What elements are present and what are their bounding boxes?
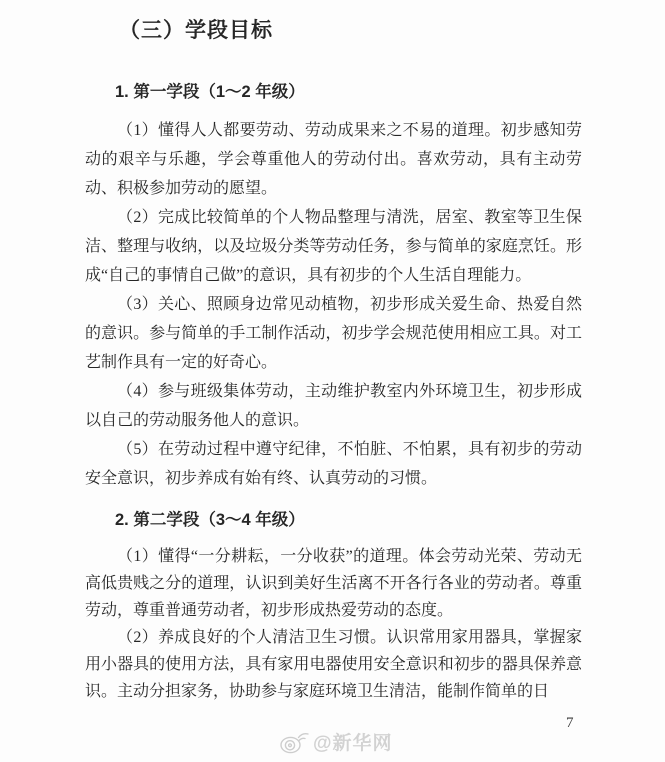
weibo-icon xyxy=(279,728,310,755)
section-1-paragraph-1: （1）懂得人人都要劳动、劳动成果来之不易的道理。初步感知劳动的艰辛与乐趣，学会尊重他人的劳动付出。喜欢劳动，具有主动劳动、积极参加劳动的愿望。 xyxy=(85,122,582,197)
section-1-paragraph-4: （4）参与班级集体劳动，主动维护教室内外环境卫生，初步形成以自己的劳动服务他人的意识。 xyxy=(85,383,582,429)
watermark-label: @新华网 xyxy=(313,733,393,754)
section-2-paragraph-2: （2）养成良好的个人清洁卫生习惯。认识常用家用器具，掌握家用小器具的使用方法，具有家用电器使用安全意识和初步的器具保养意识。主动分担家务，协助参与家庭环境卫生清洁，能制作简单的日 xyxy=(85,629,582,700)
section-2-paragraph-1: （1）懂得“一分耕耘，一分收获”的道理。体会劳动光荣、劳动无高低贵贱之分的道理，认识到美好生活离不开各行各业的劳动者。尊重劳动，尊重普通劳动者，初步形成热爱劳动的态度。 xyxy=(85,548,582,619)
page-number: 7 xyxy=(566,715,574,731)
section-1-paragraph-5: （5）在劳动过程中遵守纪律，不怕脏、不怕累，具有初步的劳动安全意识，初步养成有始有终、认真劳动的习惯。 xyxy=(85,441,582,487)
section-1-paragraph-2: （2）完成比较简单的个人物品整理与清洗，居室、教室等卫生保洁、整理与收纳，以及垃圾分类等劳动任务，参与简单的家庭烹饪。形成“自己的事情自己做”的意识，具有初步的个人生活自理能力。 xyxy=(85,209,582,284)
document-body xyxy=(85,82,582,705)
watermark xyxy=(279,728,393,755)
section-1-paragraph-3: （3）关心、照顾身边常见动植物，初步形成关爱生命、热爱自然的意识。参与简单的手工制作活动，初步学会规范使用相应工具。对工艺制作具有一定的好奇心。 xyxy=(85,296,582,371)
section-stage-2 xyxy=(85,510,582,705)
page-title: （三）学段目标 xyxy=(119,18,273,42)
section-stage-1 xyxy=(85,82,582,493)
section-1-heading: 1. 第一学段（1～2 年级） xyxy=(115,83,305,101)
section-2-heading: 2. 第二学段（3～4 年级） xyxy=(115,511,305,529)
